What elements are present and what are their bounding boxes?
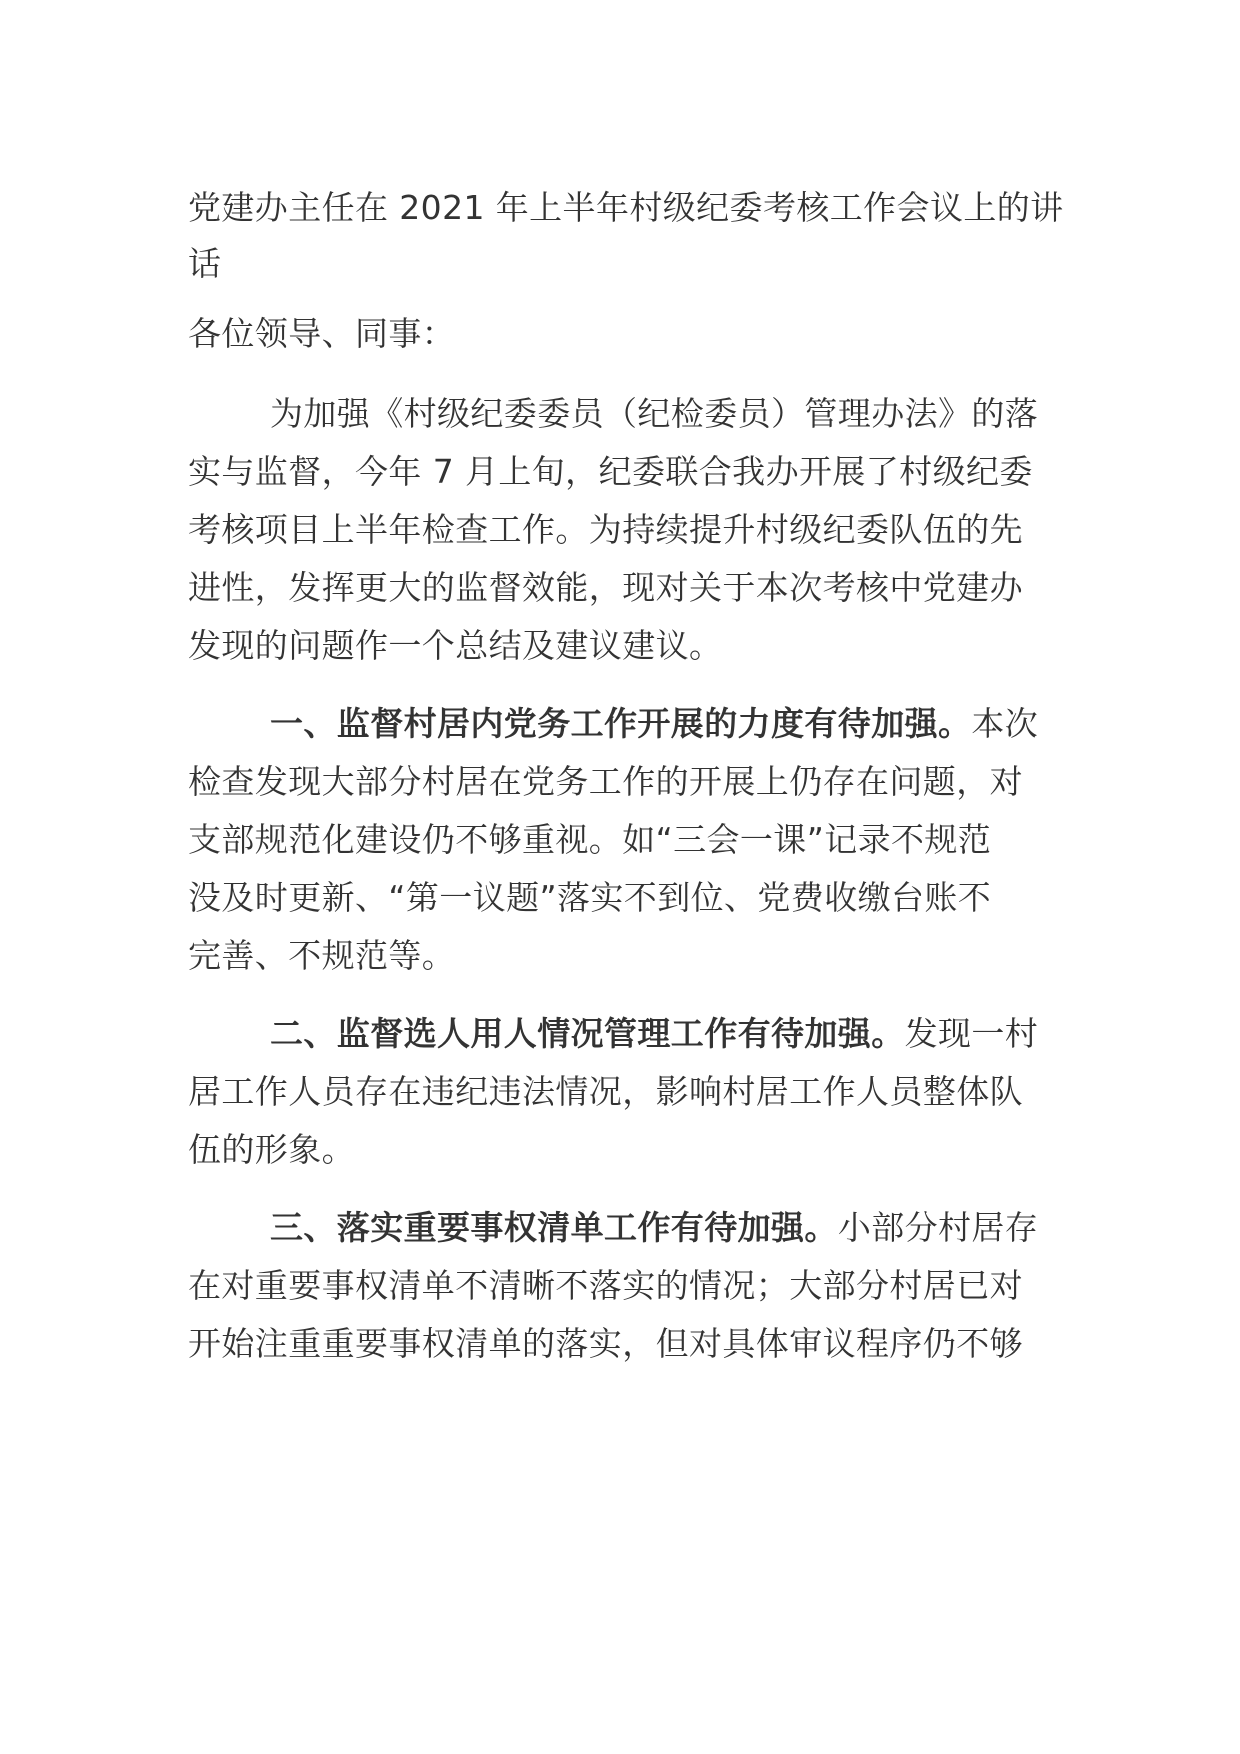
section1-first-line-rest: 本次 xyxy=(971,704,1039,743)
section2-heading: 二、监督选人用人情况管理工作有待加强。 xyxy=(270,1014,905,1053)
section2-line-2: 居工作人员存在违纪违法情况，影响村居工作人员整体队 xyxy=(188,1072,1023,1111)
section3-first-line-rest: 小部分村居存 xyxy=(837,1208,1039,1247)
section3-heading: 三、落实重要事权清单工作有待加强。 xyxy=(270,1208,838,1247)
section2-line-3: 伍的形象。 xyxy=(188,1130,355,1169)
section3-line-3: 开始注重重要事权清单的落实，但对具体审议程序仍不够 xyxy=(188,1324,1023,1363)
document-title-line-1: 党建办主任在 2021 年上半年村级纪委考核工作会议上的讲 xyxy=(188,188,1064,227)
section1-first-line xyxy=(270,704,1038,744)
section2-first-line-rest: 发现一村 xyxy=(904,1014,1039,1053)
intro-line-4: 进性，发挥更大的监督效能，现对关于本次考核中党建办 xyxy=(188,568,1023,607)
section1-line-5: 完善、不规范等。 xyxy=(188,936,456,975)
salutation: 各位领导、同事： xyxy=(188,314,456,353)
intro-line-5: 发现的问题作一个总结及建议建议。 xyxy=(188,626,723,665)
intro-line-2: 实与监督，今年 7 月上旬，纪委联合我办开展了村级纪委 xyxy=(188,452,1033,491)
section1-line-2: 检查发现大部分村居在党务工作的开展上仍存在问题，对 xyxy=(188,762,1023,801)
section1-line-3: 支部规范化建设仍不够重视。如“三会一课”记录不规范 xyxy=(188,820,992,859)
section3-line-2: 在对重要事权清单不清晰不落实的情况；大部分村居已对 xyxy=(188,1266,1023,1305)
document-title-line-2: 话 xyxy=(188,244,222,283)
section3-first-line xyxy=(270,1208,1038,1248)
intro-line-3: 考核项目上半年检查工作。为持续提升村级纪委队伍的先 xyxy=(188,510,1023,549)
section2-first-line xyxy=(270,1014,1038,1054)
section1-line-4: 没及时更新、“第一议题”落实不到位、党费收缴台账不 xyxy=(188,878,992,917)
section1-heading: 一、监督村居内党务工作开展的力度有待加强。 xyxy=(270,704,972,743)
intro-line-1: 为加强《村级纪委委员（纪检委员）管理办法》的落 xyxy=(270,394,1039,433)
